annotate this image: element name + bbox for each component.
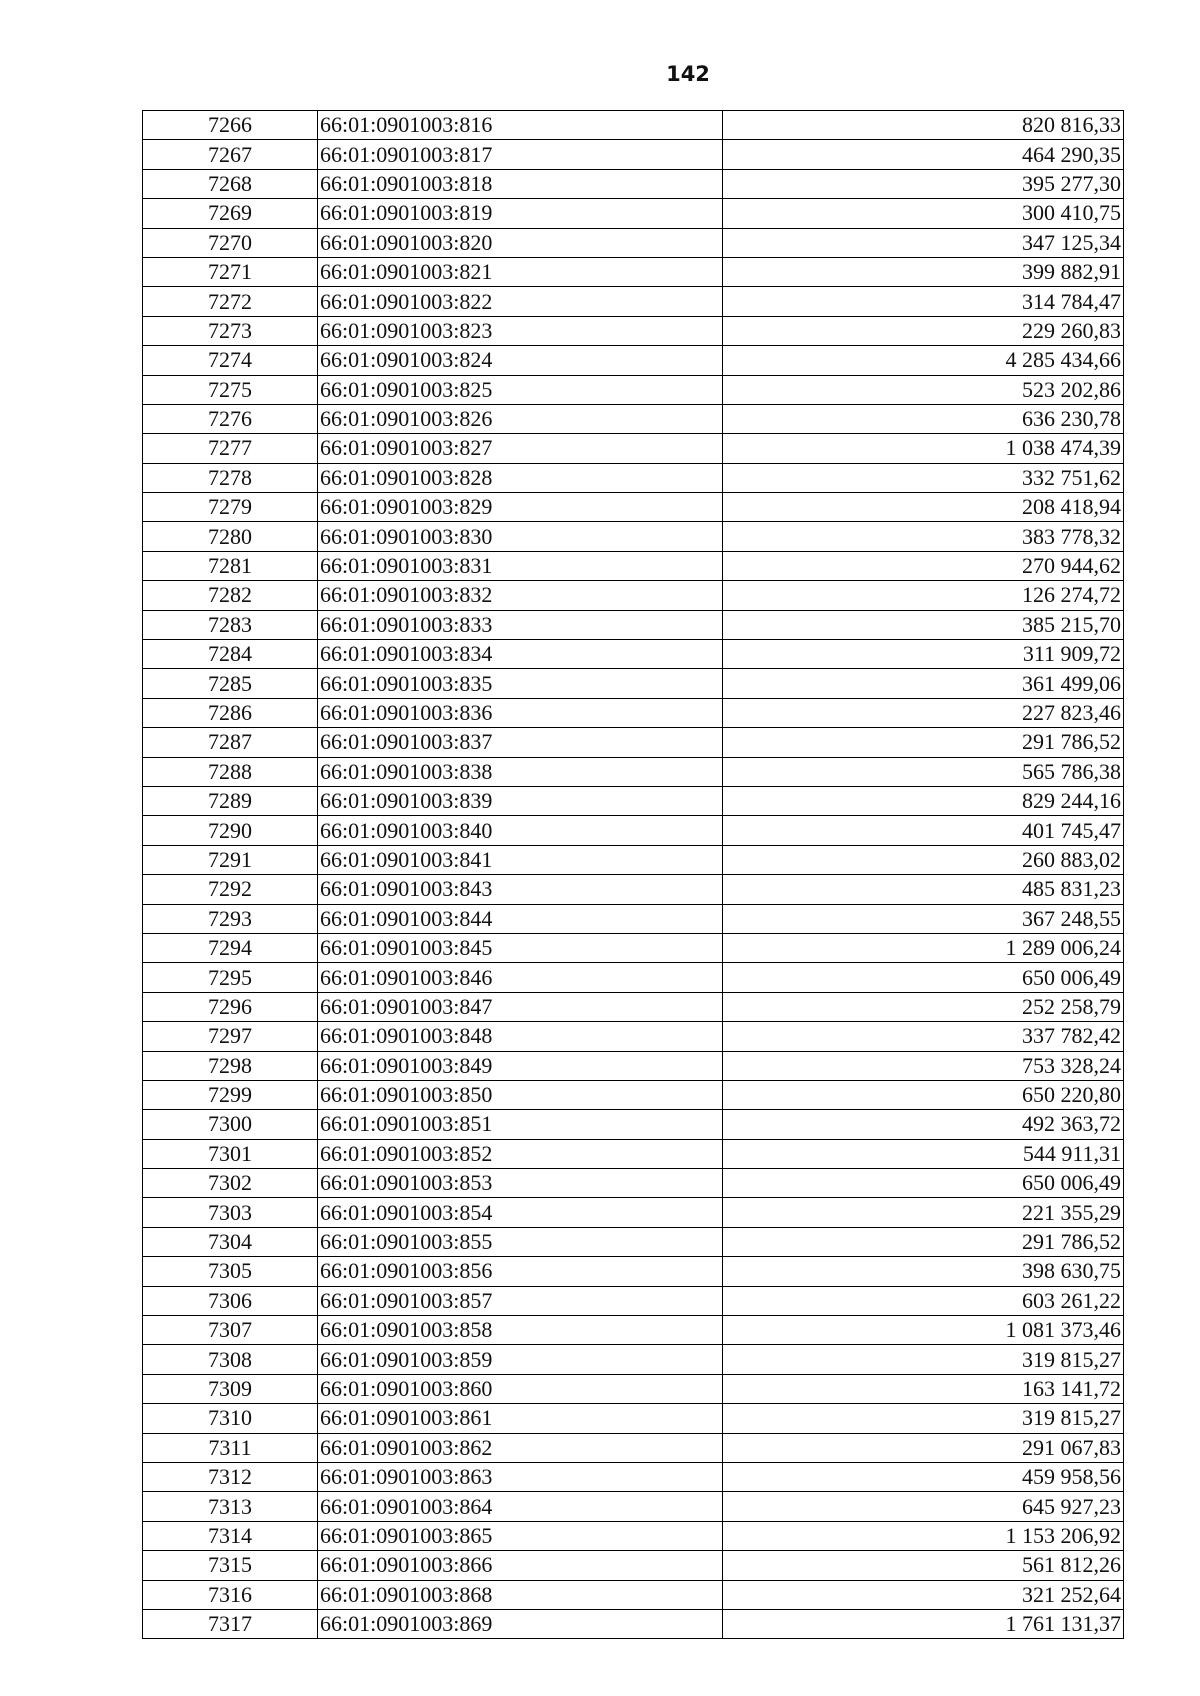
row-number-cell: 7270 [143, 228, 318, 257]
cadastral-value-cell: 650 220,80 [723, 1080, 1124, 1109]
cadastral-number-cell: 66:01:0901003:830 [318, 522, 723, 551]
cadastral-number-cell: 66:01:0901003:829 [318, 493, 723, 522]
cadastral-value-cell: 208 418,94 [723, 493, 1124, 522]
row-number-cell: 7301 [143, 1139, 318, 1168]
cadastral-number-cell: 66:01:0901003:859 [318, 1345, 723, 1374]
row-number-cell: 7279 [143, 493, 318, 522]
row-number-cell: 7292 [143, 875, 318, 904]
cadastral-value-cell: 314 784,47 [723, 287, 1124, 316]
table-row [143, 963, 1124, 992]
cadastral-value-cell: 1 289 006,24 [723, 933, 1124, 962]
table-row [143, 610, 1124, 639]
table-row [143, 1521, 1124, 1550]
row-number-cell: 7314 [143, 1521, 318, 1550]
row-number-cell: 7290 [143, 816, 318, 845]
row-number-cell: 7278 [143, 463, 318, 492]
cadastral-number-cell: 66:01:0901003:857 [318, 1286, 723, 1315]
cadastral-value-cell: 561 812,26 [723, 1551, 1124, 1580]
row-number-cell: 7268 [143, 169, 318, 198]
row-number-cell: 7295 [143, 963, 318, 992]
cadastral-number-cell: 66:01:0901003:860 [318, 1374, 723, 1403]
cadastral-value-cell: 1 153 206,92 [723, 1521, 1124, 1550]
table-row [143, 140, 1124, 169]
table-row [143, 199, 1124, 228]
cadastral-value-cell: 565 786,38 [723, 757, 1124, 786]
row-number-cell: 7284 [143, 640, 318, 669]
cadastral-value-cell: 347 125,34 [723, 228, 1124, 257]
cadastral-number-cell: 66:01:0901003:856 [318, 1257, 723, 1286]
cadastral-value-cell: 319 815,27 [723, 1404, 1124, 1433]
row-number-cell: 7287 [143, 728, 318, 757]
cadastral-number-cell: 66:01:0901003:850 [318, 1080, 723, 1109]
cadastral-value-cell: 332 751,62 [723, 463, 1124, 492]
table-row [143, 875, 1124, 904]
table-row [143, 287, 1124, 316]
table-row [143, 1257, 1124, 1286]
cadastral-number-cell: 66:01:0901003:863 [318, 1462, 723, 1491]
cadastral-value-cell: 291 786,52 [723, 728, 1124, 757]
table-row [143, 1139, 1124, 1168]
table-row [143, 728, 1124, 757]
cadastral-number-cell: 66:01:0901003:828 [318, 463, 723, 492]
cadastral-value-cell: 544 911,31 [723, 1139, 1124, 1168]
row-number-cell: 7304 [143, 1227, 318, 1256]
table-row [143, 1227, 1124, 1256]
table-row [143, 522, 1124, 551]
cadastral-value-cell: 398 630,75 [723, 1257, 1124, 1286]
row-number-cell: 7273 [143, 316, 318, 345]
table-row [143, 493, 1124, 522]
row-number-cell: 7277 [143, 434, 318, 463]
table-row [143, 640, 1124, 669]
cadastral-value-cell: 464 290,35 [723, 140, 1124, 169]
cadastral-number-cell: 66:01:0901003:858 [318, 1316, 723, 1345]
table-row [143, 1374, 1124, 1403]
row-number-cell: 7269 [143, 199, 318, 228]
table-row [143, 669, 1124, 698]
row-number-cell: 7315 [143, 1551, 318, 1580]
table-row [143, 1492, 1124, 1521]
row-number-cell: 7309 [143, 1374, 318, 1403]
table-row [143, 1609, 1124, 1638]
cadastral-value-cell: 523 202,86 [723, 375, 1124, 404]
cadastral-value-cell: 385 215,70 [723, 610, 1124, 639]
table-row [143, 1433, 1124, 1462]
row-number-cell: 7306 [143, 1286, 318, 1315]
cadastral-number-cell: 66:01:0901003:823 [318, 316, 723, 345]
row-number-cell: 7303 [143, 1198, 318, 1227]
cadastral-value-cell: 291 067,83 [723, 1433, 1124, 1462]
cadastral-number-cell: 66:01:0901003:825 [318, 375, 723, 404]
table-row [143, 1404, 1124, 1433]
row-number-cell: 7298 [143, 1051, 318, 1080]
table-row [143, 933, 1124, 962]
cadastral-value-cell: 221 355,29 [723, 1198, 1124, 1227]
cadastral-value-cell: 636 230,78 [723, 404, 1124, 433]
cadastral-value-cell: 163 141,72 [723, 1374, 1124, 1403]
cadastral-value-cell: 260 883,02 [723, 845, 1124, 874]
row-number-cell: 7317 [143, 1609, 318, 1638]
cadastral-value-cell: 227 823,46 [723, 698, 1124, 727]
cadastral-number-cell: 66:01:0901003:864 [318, 1492, 723, 1521]
cadastral-number-cell: 66:01:0901003:831 [318, 551, 723, 580]
cadastral-number-cell: 66:01:0901003:845 [318, 933, 723, 962]
table-body [143, 111, 1124, 1639]
table-row [143, 434, 1124, 463]
cadastral-number-cell: 66:01:0901003:826 [318, 404, 723, 433]
row-number-cell: 7302 [143, 1169, 318, 1198]
cadastral-value-cell: 367 248,55 [723, 904, 1124, 933]
row-number-cell: 7275 [143, 375, 318, 404]
table-row [143, 316, 1124, 345]
cadastral-number-cell: 66:01:0901003:822 [318, 287, 723, 316]
cadastral-number-cell: 66:01:0901003:854 [318, 1198, 723, 1227]
table-row [143, 757, 1124, 786]
row-number-cell: 7288 [143, 757, 318, 786]
cadastral-number-cell: 66:01:0901003:833 [318, 610, 723, 639]
table-row [143, 1080, 1124, 1109]
cadastral-value-cell: 252 258,79 [723, 992, 1124, 1021]
row-number-cell: 7280 [143, 522, 318, 551]
row-number-cell: 7267 [143, 140, 318, 169]
cadastral-number-cell: 66:01:0901003:844 [318, 904, 723, 933]
cadastral-value-cell: 650 006,49 [723, 1169, 1124, 1198]
cadastral-value-cell: 270 944,62 [723, 551, 1124, 580]
cadastral-value-cell: 1 038 474,39 [723, 434, 1124, 463]
cadastral-value-cell: 753 328,24 [723, 1051, 1124, 1080]
cadastral-number-cell: 66:01:0901003:865 [318, 1521, 723, 1550]
cadastral-value-cell: 485 831,23 [723, 875, 1124, 904]
cadastral-value-cell: 4 285 434,66 [723, 346, 1124, 375]
table-row [143, 375, 1124, 404]
row-number-cell: 7281 [143, 551, 318, 580]
row-number-cell: 7308 [143, 1345, 318, 1374]
row-number-cell: 7271 [143, 257, 318, 286]
cadastral-value-cell: 401 745,47 [723, 816, 1124, 845]
row-number-cell: 7316 [143, 1580, 318, 1609]
cadastral-number-cell: 66:01:0901003:841 [318, 845, 723, 874]
row-number-cell: 7313 [143, 1492, 318, 1521]
cadastral-value-cell: 319 815,27 [723, 1345, 1124, 1374]
cadastral-value-cell: 321 252,64 [723, 1580, 1124, 1609]
row-number-cell: 7282 [143, 581, 318, 610]
cadastral-number-cell: 66:01:0901003:834 [318, 640, 723, 669]
row-number-cell: 7310 [143, 1404, 318, 1433]
cadastral-value-cell: 645 927,23 [723, 1492, 1124, 1521]
table-row [143, 698, 1124, 727]
table-row [143, 463, 1124, 492]
cadastral-value-cell: 395 277,30 [723, 169, 1124, 198]
cadastral-value-cell: 820 816,33 [723, 111, 1124, 140]
row-number-cell: 7299 [143, 1080, 318, 1109]
cadastral-number-cell: 66:01:0901003:816 [318, 111, 723, 140]
cadastral-number-cell: 66:01:0901003:852 [318, 1139, 723, 1168]
row-number-cell: 7266 [143, 111, 318, 140]
cadastral-value-cell: 492 363,72 [723, 1110, 1124, 1139]
cadastral-number-cell: 66:01:0901003:868 [318, 1580, 723, 1609]
cadastral-number-cell: 66:01:0901003:820 [318, 228, 723, 257]
cadastral-value-cell: 459 958,56 [723, 1462, 1124, 1491]
table-row [143, 169, 1124, 198]
table-row [143, 786, 1124, 815]
table-row [143, 904, 1124, 933]
table-row [143, 1051, 1124, 1080]
row-number-cell: 7289 [143, 786, 318, 815]
cadastral-number-cell: 66:01:0901003:838 [318, 757, 723, 786]
cadastral-value-cell: 300 410,75 [723, 199, 1124, 228]
row-number-cell: 7296 [143, 992, 318, 1021]
table-row [143, 1316, 1124, 1345]
row-number-cell: 7272 [143, 287, 318, 316]
cadastral-number-cell: 66:01:0901003:839 [318, 786, 723, 815]
cadastral-number-cell: 66:01:0901003:866 [318, 1551, 723, 1580]
cadastral-value-cell: 229 260,83 [723, 316, 1124, 345]
cadastral-number-cell: 66:01:0901003:851 [318, 1110, 723, 1139]
cadastral-value-cell: 337 782,42 [723, 1022, 1124, 1051]
cadastral-number-cell: 66:01:0901003:817 [318, 140, 723, 169]
table-row [143, 1462, 1124, 1491]
table-row [143, 816, 1124, 845]
page-number: 142 [666, 62, 710, 86]
cadastral-value-cell: 291 786,52 [723, 1227, 1124, 1256]
row-number-cell: 7300 [143, 1110, 318, 1139]
cadastral-value-cell: 383 778,32 [723, 522, 1124, 551]
row-number-cell: 7276 [143, 404, 318, 433]
row-number-cell: 7312 [143, 1462, 318, 1491]
cadastral-value-cell: 829 244,16 [723, 786, 1124, 815]
table-row [143, 111, 1124, 140]
row-number-cell: 7294 [143, 933, 318, 962]
cadastral-value-cell: 650 006,49 [723, 963, 1124, 992]
cadastral-number-cell: 66:01:0901003:853 [318, 1169, 723, 1198]
cadastral-value-cell: 399 882,91 [723, 257, 1124, 286]
cadastral-number-cell: 66:01:0901003:840 [318, 816, 723, 845]
cadastral-number-cell: 66:01:0901003:837 [318, 728, 723, 757]
table-row [143, 1345, 1124, 1374]
table-row [143, 1022, 1124, 1051]
cadastral-number-cell: 66:01:0901003:827 [318, 434, 723, 463]
cadastral-number-cell: 66:01:0901003:832 [318, 581, 723, 610]
table-row [143, 551, 1124, 580]
cadastral-number-cell: 66:01:0901003:869 [318, 1609, 723, 1638]
cadastral-value-cell: 311 909,72 [723, 640, 1124, 669]
row-number-cell: 7311 [143, 1433, 318, 1462]
row-number-cell: 7283 [143, 610, 318, 639]
table-row [143, 228, 1124, 257]
cadastral-value-cell: 603 261,22 [723, 1286, 1124, 1315]
cadastral-number-cell: 66:01:0901003:824 [318, 346, 723, 375]
cadastral-number-cell: 66:01:0901003:836 [318, 698, 723, 727]
cadastral-value-table [142, 110, 1124, 1639]
cadastral-number-cell: 66:01:0901003:855 [318, 1227, 723, 1256]
cadastral-number-cell: 66:01:0901003:861 [318, 1404, 723, 1433]
row-number-cell: 7293 [143, 904, 318, 933]
table-row [143, 1286, 1124, 1315]
row-number-cell: 7305 [143, 1257, 318, 1286]
table-row [143, 1551, 1124, 1580]
row-number-cell: 7286 [143, 698, 318, 727]
table-row [143, 1169, 1124, 1198]
cadastral-number-cell: 66:01:0901003:862 [318, 1433, 723, 1462]
cadastral-value-cell: 126 274,72 [723, 581, 1124, 610]
cadastral-number-cell: 66:01:0901003:819 [318, 199, 723, 228]
cadastral-number-cell: 66:01:0901003:848 [318, 1022, 723, 1051]
row-number-cell: 7274 [143, 346, 318, 375]
table-row [143, 845, 1124, 874]
cadastral-number-cell: 66:01:0901003:847 [318, 992, 723, 1021]
table-row [143, 1580, 1124, 1609]
cadastral-value-cell: 1 761 131,37 [723, 1609, 1124, 1638]
cadastral-number-cell: 66:01:0901003:846 [318, 963, 723, 992]
table-row [143, 992, 1124, 1021]
table-row [143, 257, 1124, 286]
table-row [143, 1198, 1124, 1227]
cadastral-number-cell: 66:01:0901003:849 [318, 1051, 723, 1080]
cadastral-number-cell: 66:01:0901003:821 [318, 257, 723, 286]
row-number-cell: 7291 [143, 845, 318, 874]
row-number-cell: 7285 [143, 669, 318, 698]
table-row [143, 404, 1124, 433]
cadastral-value-cell: 361 499,06 [723, 669, 1124, 698]
cadastral-number-cell: 66:01:0901003:818 [318, 169, 723, 198]
cadastral-value-cell: 1 081 373,46 [723, 1316, 1124, 1345]
table-row [143, 1110, 1124, 1139]
cadastral-number-cell: 66:01:0901003:835 [318, 669, 723, 698]
cadastral-number-cell: 66:01:0901003:843 [318, 875, 723, 904]
table-row [143, 346, 1124, 375]
row-number-cell: 7297 [143, 1022, 318, 1051]
row-number-cell: 7307 [143, 1316, 318, 1345]
table-row [143, 581, 1124, 610]
